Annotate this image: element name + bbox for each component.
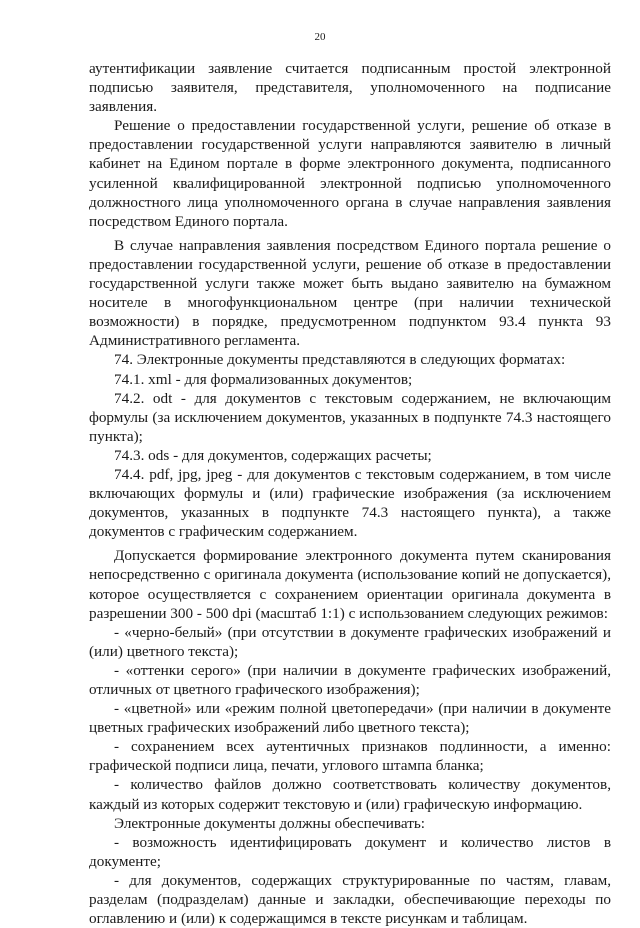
document-body (89, 59, 611, 928)
paragraph-scanning: Допускается формирование электронного документа путем сканирования непосредственно с оригинала документа (использование копий не допускается), которое осуществляется с сохранением ориентации оригинала документа в разрешении 300 - 500 dpi (масштаб 1:1) с использованием следующих режимов: (89, 547, 611, 622)
paragraph-requirements: Электронные документы должны обеспечивать: (114, 814, 425, 832)
paragraph-authentication-continued: аутентификации заявление считается подписанным простой электронной подписью заявителя, представителя, уполномоченного на подписание заявления. (89, 60, 611, 116)
page-number: 20 (314, 31, 326, 43)
list-item-identify-document: - возможность идентифицировать документ и количество листов в документе; (89, 833, 611, 870)
paragraph-74-2: 74.2. odt - для документов с текстовым содержанием, не включающим формулы (за исключением документов, указанных в подпункте 74.3 настоящего пункта); (89, 389, 611, 445)
paragraph-section-74: 74. Электронные документы представляются в следующих форматах: (114, 351, 566, 369)
list-item-black-white: - «черно-белый» (при отсутствии в документе графических изображений и (или) цветного текста); (89, 623, 611, 660)
list-item-file-count: - количество файлов должно соответствовать количеству документов, каждый из которых содержит текстовую и (или) графическую информацию. (89, 776, 611, 813)
list-item-color: - «цветной» или «режим полной цветопередачи» (при наличии в документе цветных графических изображений либо цветного текста); (89, 700, 611, 737)
paragraph-74-4: 74.4. pdf, jpg, jpeg - для документов с текстовым содержанием, в том числе включающих формулы и (или) графические изображения (за исключением документов, указанных в подпункте 74.3 настоящего пункта), а также документов с графическим содержанием. (89, 465, 611, 541)
list-item-grayscale: - «оттенки серого» (при наличии в документе графических изображений, отличных от цветного графического изображения); (89, 661, 611, 698)
paragraph-decision-to-cabinet: Решение о предоставлении государственной услуги, решение об отказе в предоставлении государственной услуги направляются заявителю в личный кабинет на Едином портале в форме электронного документа, подписанного усиленной квалифицированной электронной подписью уполномоченного должностного лица уполномоченного органа в случае направления заявления посредством Единого портала. (89, 117, 611, 230)
paragraph-74-1: 74.1. xml - для формализованных документов; (114, 370, 413, 388)
list-item-structured-bookmarks: - для документов, содержащих структурированные по частям, главам, разделам (подразделам) данные и закладки, обеспечивающие переходы по оглавлению и (или) к содержащимся в тексте рисункам и таблицам. (89, 871, 611, 928)
paragraph-paper-decision: В случае направления заявления посредством Единого портала решение о предоставлении государственной услуги, решение об отказе в предоставлении государственной услуги также может быть выдано заявителю на бумажном носителе в многофункциональном центре (при наличии технической возможности) в порядке, предусмотренном подпунктом 93.4 пункта 93 Административного регламента. (89, 236, 611, 350)
list-item-authenticity: - сохранением всех аутентичных признаков подлинности, а именно: графической подписи лица, печати, углового штампа бланка; (89, 738, 611, 775)
paragraph-74-3: 74.3. ods - для документов, содержащих расчеты; (114, 446, 432, 464)
